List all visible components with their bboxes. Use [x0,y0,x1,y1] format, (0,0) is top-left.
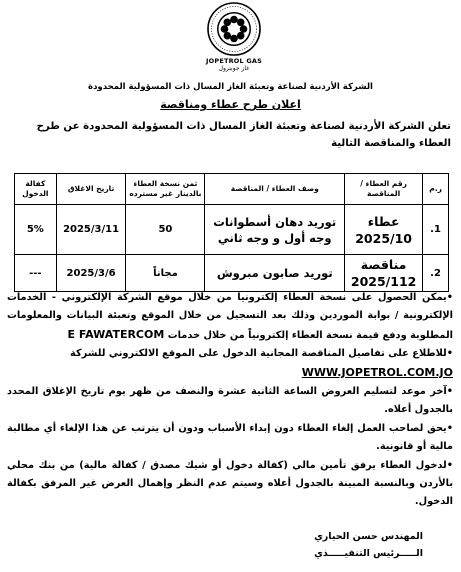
table-row [15,205,449,255]
row-ref-number: 2025/112 [350,274,417,289]
condition-item: •يحق لصاحب العمل إلغاء العطاء دون إبداء الأسباب ودون أن يترتب عن هذا الإلغاء أي مطالبة مالية أو قانونية. [7,422,453,453]
signatory-name: المهندس حسن الحياري [314,531,423,542]
table-row [15,255,449,292]
tenders-table [14,173,449,292]
jopetrol-logo-icon [207,2,261,56]
logo-name: JOPETROL GAS [206,57,262,65]
row-desc: توريد صابون مبروش [205,255,345,292]
condition-item: •لدخول العطاء يرفق تأمين مالي (كفالة دخول أو شيك مصدق / كفالة مالية) من بنك محلي بالأردن وبالنسبة المبينة بالجدول أعلاه وسيتم عدم النظر وإهمال العرض غير المرفق بكفالة الدخول. [7,459,453,508]
row-num: 2. [423,255,449,292]
condition-text: •يمكن الحصول على نسخة العطاء إلكترونيا من خلال موقع الشركة الإلكتروني - الخدمات الإلكترونية / بوابة الموردين وذلك بعد التسجيل من خلال الموقع وتعبئة البيانات والمعلومات المطلوبة ودفع قيمة نسخة العطاء إلكترونياً من خلال خدمات [7,292,453,341]
company-name: الشركة الأردنية لصناعة وتعبئة الغاز المسال ذات المسؤولية المحدودة [88,82,373,92]
row-bond: 5% [15,205,57,255]
condition-item [7,289,453,345]
condition-text: •للاطلاع على تفاصيل المناقصة المجانية الدخول على الموقع الالكتروني للشركة [70,348,453,360]
condition-item: •آخر موعد لتسليم العروض الساعة الثانية عشرة والنصف من ظهر يوم تاريخ الإغلاق المحدد بالجدول أعلاه. [7,386,453,416]
row-ref-type: عطاء [367,213,400,229]
header-closing: تاريخ الاغلاق [56,174,126,205]
table-header-row [15,174,449,205]
header-desc: وصف العطاء / المناقصة [205,174,345,205]
conditions-list [7,289,453,512]
company-logo [205,2,263,72]
intro-paragraph: تعلن الشركة الأردنية لصناعة وتعبئة الغاز المسال ذات المسؤولية المحدودة عن طرح العطاء والمناقصة التالية [36,121,451,149]
row-closing-date: 2025/3/6 [56,255,126,292]
row-num: 1. [423,205,449,255]
payment-service-name: E FAWATERCOM [67,327,165,341]
row-ref [345,255,423,292]
row-desc: توريد دهان أسطوانات وجه أول و وجه ثاني [205,205,345,255]
page-title: اعلان طرح عطاء ومناقصة [160,98,301,111]
row-ref [345,205,423,255]
row-bond: --- [15,255,57,292]
website-link[interactable]: WWW.JOPETROL.COM.JO [301,365,453,379]
logo-arabic-name: غاز جوبترول [218,65,250,72]
row-ref-number: 2025/10 [355,230,412,246]
header-bond: كفالة الدخول [15,174,57,205]
row-closing-date: 2025/3/11 [56,205,126,255]
condition-item [7,345,453,383]
signatory-role: الـــــرئيس التنفيـــــذي [314,548,423,559]
row-price: 50 [126,205,205,255]
header-num: ر.م [423,174,449,205]
header-price: ثمن نسخة العطاء بالدينار غير مسترده [126,174,205,205]
row-price: مجاناً [126,255,205,292]
header-ref: رقم العطاء / المناقصة [345,174,423,205]
signature-block [314,528,423,562]
row-ref-type: مناقصة [360,257,407,272]
